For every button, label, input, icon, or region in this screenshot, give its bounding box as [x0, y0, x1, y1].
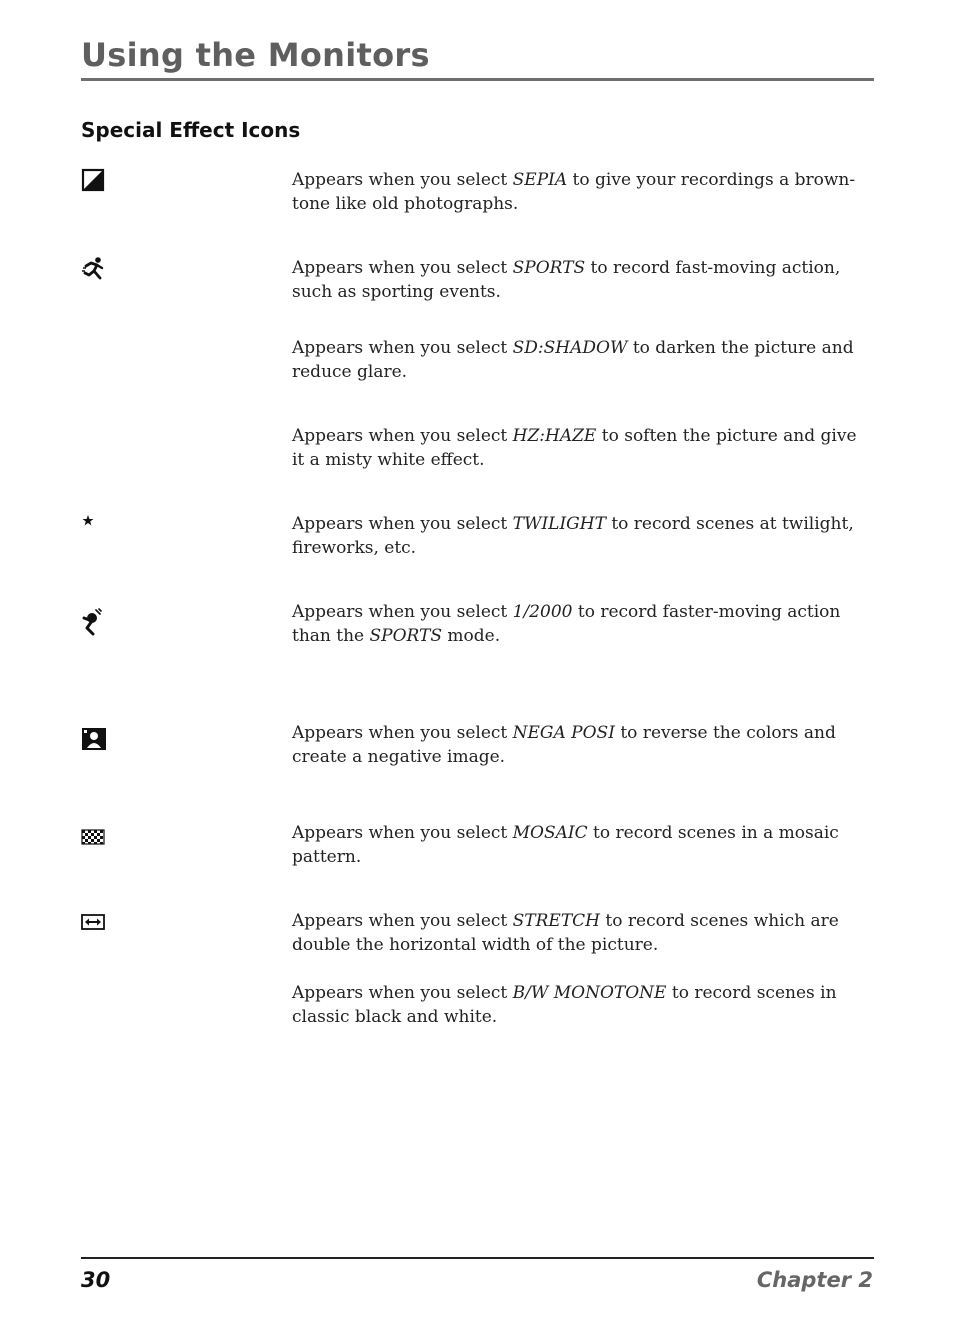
effect-description: Appears when you select SEPIA to give your recordings a brown-tone like old photographs. [292, 170, 856, 214]
nega-posi-icon [81, 727, 107, 753]
mosaic-icon [81, 828, 107, 848]
effect-description: Appears when you select TWILIGHT to record scenes at twilight, fireworks, etc. [292, 514, 854, 558]
effect-description: Appears when you select MOSAIC to record scenes in a mosaic pattern. [292, 823, 839, 867]
effect-description: Appears when you select SPORTS to record fast-moving action, such as sporting events. [292, 258, 841, 302]
twilight-moon-star-icon [81, 512, 115, 542]
stretch-icon [81, 913, 107, 933]
title-divider [81, 78, 874, 81]
effect-description: Appears when you select HZ:HAZE to soften the picture and give it a misty white effect. [292, 426, 857, 470]
effect-description: Appears when you select B/W MONOTONE to record scenes in classic black and white. [292, 983, 837, 1027]
page-number: 30 [81, 1268, 111, 1292]
footer-divider [81, 1257, 874, 1259]
effect-description: Appears when you select SD:SHADOW to darken the picture and reduce glare. [292, 338, 854, 382]
section-heading: Special Effect Icons [81, 118, 301, 142]
effect-description: Appears when you select NEGA POSI to reverse the colors and create a negative image. [292, 723, 836, 767]
effect-description: Appears when you select 1/2000 to record faster-moving action than the SPORTS mode. [292, 602, 841, 646]
page-title: Using the Monitors [81, 36, 430, 74]
effect-description: Appears when you select STRETCH to record scenes which are double the horizontal width of the picture. [292, 911, 839, 955]
sports-runner-icon [81, 256, 107, 282]
chapter-label: Chapter 2 [756, 1268, 873, 1292]
high-speed-shutter-icon [81, 608, 107, 638]
sepia-icon [81, 168, 107, 194]
